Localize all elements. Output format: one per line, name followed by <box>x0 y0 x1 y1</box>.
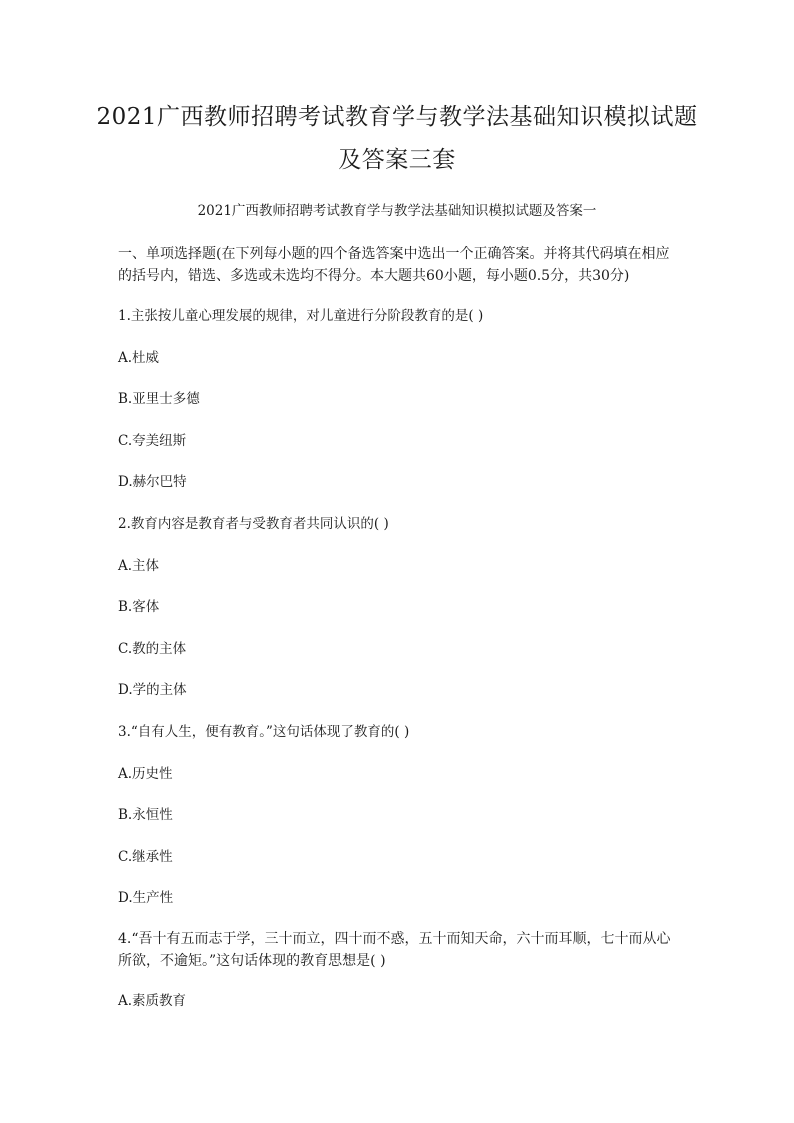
question-3-option-a: A.历史性 <box>118 766 173 782</box>
document-title-line-2: 及答案三套 <box>338 147 456 173</box>
question-3-stem: 3.“自有人生，便有教育。”这句话体现了教育的( ) <box>118 724 410 740</box>
question-2-option-b: B.客体 <box>118 599 160 615</box>
question-1-stem: 1.主张按儿童心理发展的规律，对儿童进行分阶段教育的是( ) <box>118 308 484 324</box>
question-2-option-a: A.主体 <box>118 558 160 574</box>
question-3-option-c: C.继承性 <box>118 849 173 865</box>
section-heading: 一、单项选择题(在下列每小题的四个备选答案中选出一个正确答案。并将其代码填在相应的括号内，错选、多选或未选均不得分。本大题共60小题，每小题0.5分，共30分) <box>118 246 670 284</box>
question-3-option-d: D.生产性 <box>118 890 174 906</box>
document-subtitle: 2021广西教师招聘考试教育学与教学法基础知识模拟试题及答案一 <box>197 203 597 219</box>
question-3-option-b: B.永恒性 <box>118 807 173 823</box>
question-2-option-c: C.教的主体 <box>118 641 187 657</box>
question-4-stem: 4.“吾十有五而志于学，三十而立，四十而不惑，五十而知天命，六十而耳顺，七十而从心所欲，不逾矩。”这句话体现的教育思想是( ) <box>118 931 671 969</box>
question-2-stem: 2.教育内容是教育者与受教育者共同认识的( ) <box>118 516 389 532</box>
question-1-option-a: A.杜威 <box>118 350 160 366</box>
question-1-option-c: C.夸美纽斯 <box>118 433 187 449</box>
question-4-option-a: A.素质教育 <box>118 993 187 1009</box>
question-1-option-b: B.亚里士多德 <box>118 391 200 407</box>
question-2-option-d: D.学的主体 <box>118 682 187 698</box>
document-title-line-1: 2021广西教师招聘考试教育学与教学法基础知识模拟试题 <box>96 104 698 130</box>
question-1-option-d: D.赫尔巴特 <box>118 474 187 490</box>
